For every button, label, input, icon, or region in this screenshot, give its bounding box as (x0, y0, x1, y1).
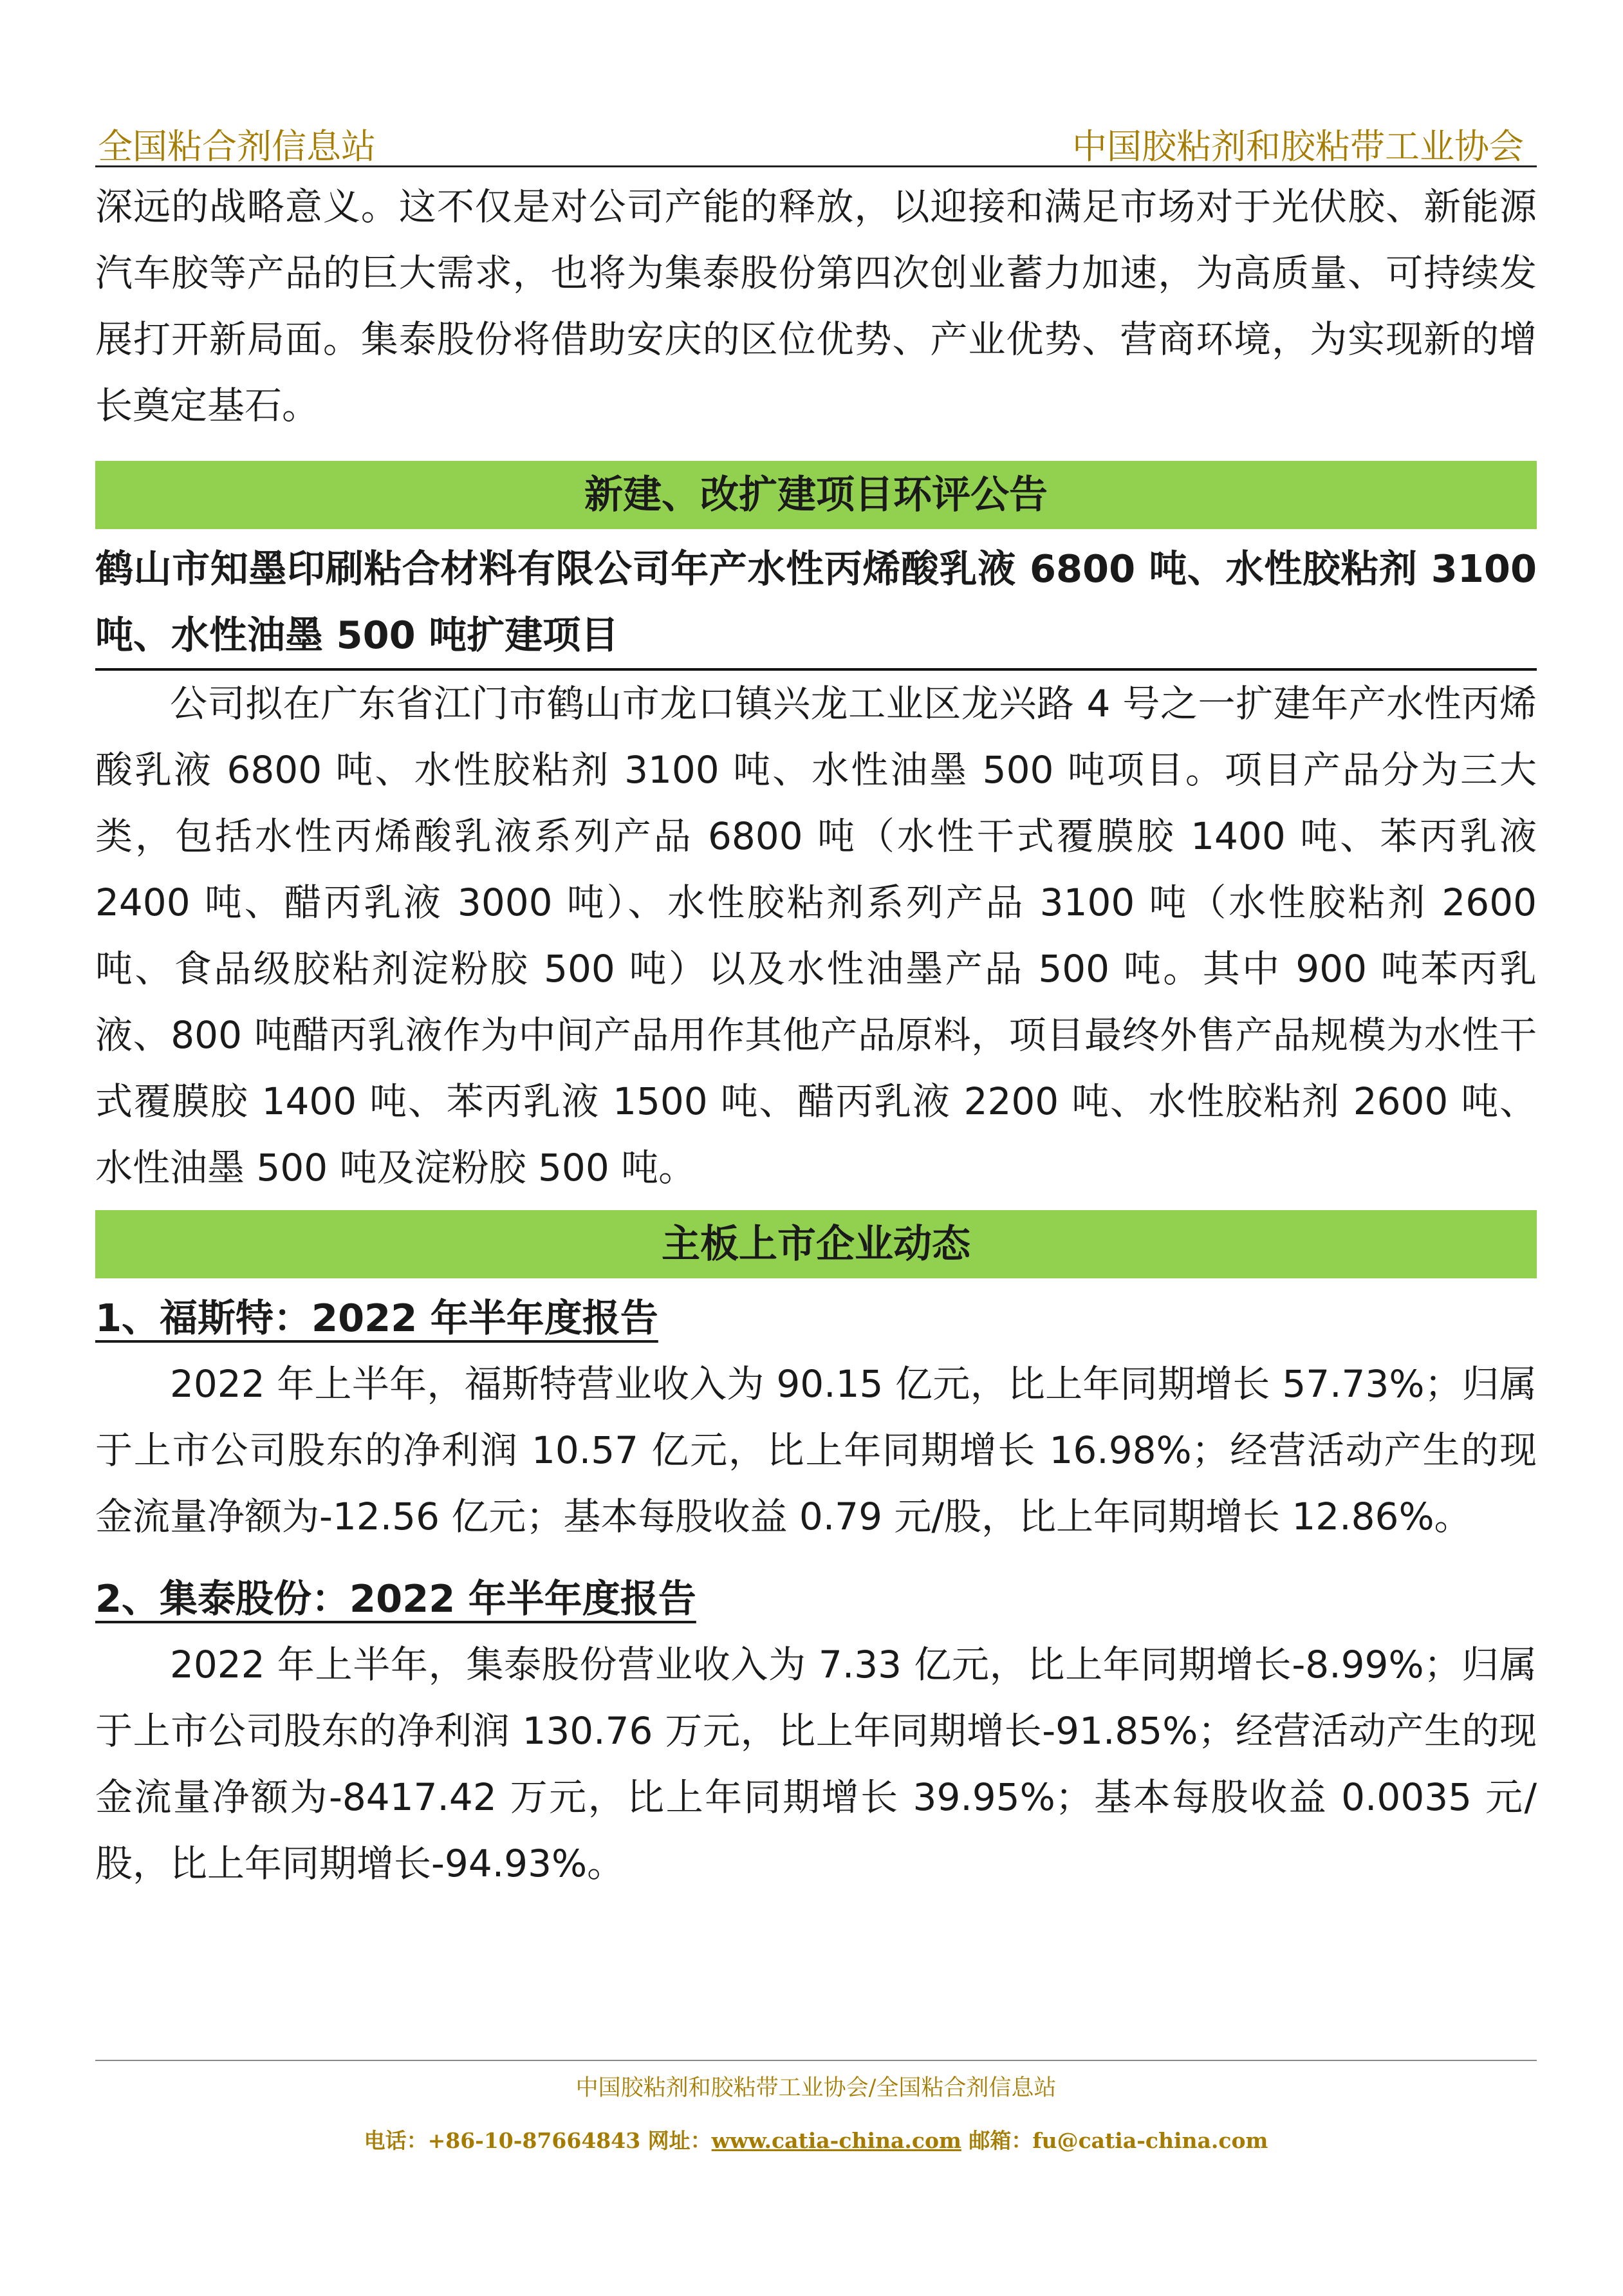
header-right-title: 中国胶粘剂和胶粘带工业协会 (1072, 126, 1524, 167)
footer-phone: 电话：+86-10-87664843 网址： (364, 2128, 712, 2153)
item-title-2: 2、集泰股份：2022 年半年度报告 (95, 1576, 696, 1621)
footer-org: 中国胶粘剂和胶粘带工业协会/全国粘合剂信息站 (575, 2075, 1057, 2101)
item-title-1: 1、福斯特：2022 年半年度报告 (95, 1296, 658, 1340)
project-body: 公司拟在广东省江门市鹤山市龙口镇兴龙工业区龙兴路 4 号之一扩建年产水性丙烯酸乳液 6800 吨、水性胶粘剂 3100 吨、水性油墨 500 吨项目。项目产品分为三大类，包括水性丙烯酸乳液系列产品 6800 吨（水性干式覆膜胶 1400 吨、苯丙乳液 2400 吨、醋丙乳液 3000 吨）、水性胶粘剂系列产品 3100 吨（水性胶粘剂 2600 吨、食品级胶粘剂淀粉胶 500 吨）以及水性油墨产品 500 吨。其中 900 吨苯丙乳液、800 吨醋丙乳液作为中间产品用作其他产品原料，项目最终外售产品规模为水性干式覆膜胶 1400 吨、苯丙乳液 1500 吨、醋丙乳液 2200 吨、水性胶粘剂 2600 吨、水性油墨 500 吨及淀粉胶 500 吨。 (95, 682, 1537, 1190)
page-body (95, 174, 1537, 1897)
header-left-title: 全国粘合剂信息站 (98, 126, 376, 167)
project-title: 鹤山市知墨印刷粘合材料有限公司年产水性丙烯酸乳液 6800 吨、水性胶粘剂 3100 吨、水性油墨 500 吨扩建项目 (95, 536, 1537, 671)
footer-contact (95, 2124, 1537, 2154)
item-body-2: 2022 年上半年，集泰股份营业收入为 7.33 亿元，比上年同期增长-8.99%；归属于上市公司股东的净利润 130.76 万元，比上年同期增长-91.85%；经营活动产生的现金流量净额为-8417.42 万元，比上年同期增长 39.95%；基本每股收益 0.0035 元/股，比上年同期增长-94.93%。 (95, 1643, 1537, 1885)
section-band-listed: 主板上市企业动态 (95, 1210, 1537, 1278)
footer-email: 邮箱：fu@catia-china.com (961, 2128, 1268, 2153)
item-body-1: 2022 年上半年，福斯特营业收入为 90.15 亿元，比上年同期增长 57.73%；归属于上市公司股东的净利润 10.57 亿元，比上年同期增长 16.98%；经营活动产生的现金流量净额为-12.56 亿元；基本每股收益 0.79 元/股，比上年同期增长 12.86%。 (95, 1362, 1537, 1538)
footer-website-link[interactable]: www.catia-china.com (711, 2128, 961, 2153)
intro-paragraph: 深远的战略意义。这不仅是对公司产能的释放，以迎接和满足市场对于光伏胶、新能源汽车胶等产品的巨大需求，也将为集泰股份第四次创业蓄力加速，为高质量、可持续发展打开新局面。集泰股份将借助安庆的区位优势、产业优势、营商环境，为实现新的增长奠定基石。 (95, 185, 1537, 427)
page-header (95, 113, 1537, 167)
page-footer (95, 2060, 1537, 2154)
section-band-projects: 新建、改扩建项目环评公告 (95, 461, 1537, 529)
